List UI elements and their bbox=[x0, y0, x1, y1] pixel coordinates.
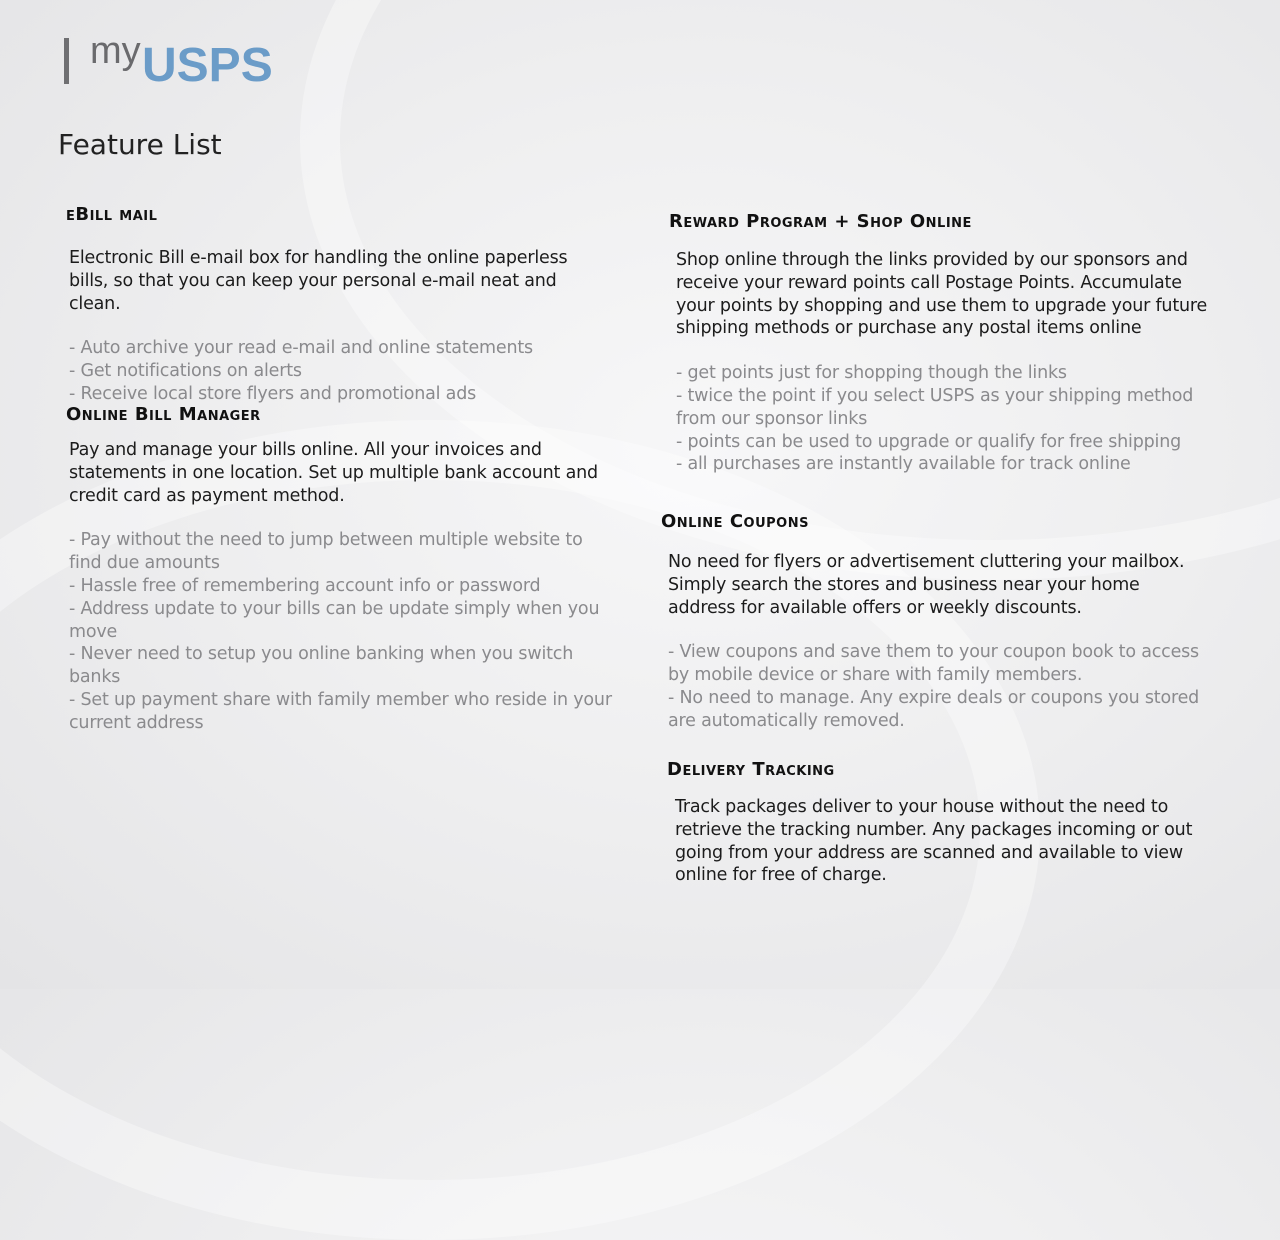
logo-brand: USPS bbox=[142, 39, 273, 92]
section-description: Track packages deliver to your house without the need to retrieve the tracking number. Any packages incoming or out going from your address are scanned and available to view online for free of charge. bbox=[675, 797, 1193, 886]
logo-bar bbox=[64, 38, 69, 84]
section-title: Online Bill Manager bbox=[66, 404, 261, 425]
section-delivery-tracking bbox=[667, 759, 1212, 887]
list-item: - Set up payment share with family member who reside in your current address bbox=[69, 689, 612, 733]
feature-list bbox=[69, 529, 614, 734]
section-title: eBill mail bbox=[66, 204, 158, 225]
section-reward-program bbox=[669, 211, 1219, 476]
list-item: - get points just for shopping though the links bbox=[676, 363, 1067, 384]
logo-prefix: my bbox=[90, 30, 141, 72]
section-title: Reward Program + Shop Online bbox=[669, 211, 972, 232]
list-item: - Pay without the need to jump between multiple website to find due amounts bbox=[69, 530, 583, 574]
list-item: - Never need to setup you online banking when you switch banks bbox=[69, 644, 574, 688]
feature-list bbox=[668, 641, 1206, 732]
section-title: Online Coupons bbox=[661, 511, 809, 532]
list-item: - Address update to your bills can be update simply when you move bbox=[69, 598, 600, 642]
feature-list bbox=[676, 362, 1219, 476]
section-online-bill-manager bbox=[66, 404, 614, 735]
list-item: - Hassle free of remembering account info or password bbox=[69, 575, 541, 596]
list-item: - points can be used to upgrade or qualify for free shipping bbox=[676, 431, 1181, 452]
section-ebill-mail bbox=[66, 204, 611, 406]
list-item: - View coupons and save them to your coupon book to access by mobile device or share with family members. bbox=[668, 642, 1199, 686]
list-item: - twice the point if you select USPS as your shipping method from our sponsor links bbox=[676, 385, 1194, 429]
list-item: - Get notifications on alerts bbox=[69, 361, 302, 382]
feature-list bbox=[69, 337, 611, 405]
list-item: - all purchases are instantly available for track online bbox=[676, 454, 1131, 475]
list-item: - No need to manage. Any expire deals or coupons you stored are automatically removed. bbox=[668, 687, 1200, 731]
section-title: Delivery Tracking bbox=[667, 759, 835, 780]
list-item: - Receive local store flyers and promotional ads bbox=[69, 383, 477, 404]
page-title: Feature List bbox=[58, 128, 222, 161]
section-description: Electronic Bill e-mail box for handling the online paperless bills, so that you can keep your personal e-mail neat and clean. bbox=[69, 248, 568, 314]
list-item: - Auto archive your read e-mail and online statements bbox=[69, 338, 533, 359]
section-description: Pay and manage your bills online. All your invoices and statements in one location. Set up multiple bank account and credit card as payment method. bbox=[69, 440, 598, 506]
section-description: Shop online through the links provided by our sponsors and receive your reward points call Postage Points. Accumulate your points by shopping and use them to upgrade your future shipping methods or purchase any postal items online bbox=[676, 250, 1208, 339]
section-description: No need for flyers or advertisement cluttering your mailbox. Simply search the stores and business near your home address for available offers or weekly discounts. bbox=[668, 552, 1185, 618]
section-online-coupons bbox=[661, 511, 1206, 733]
